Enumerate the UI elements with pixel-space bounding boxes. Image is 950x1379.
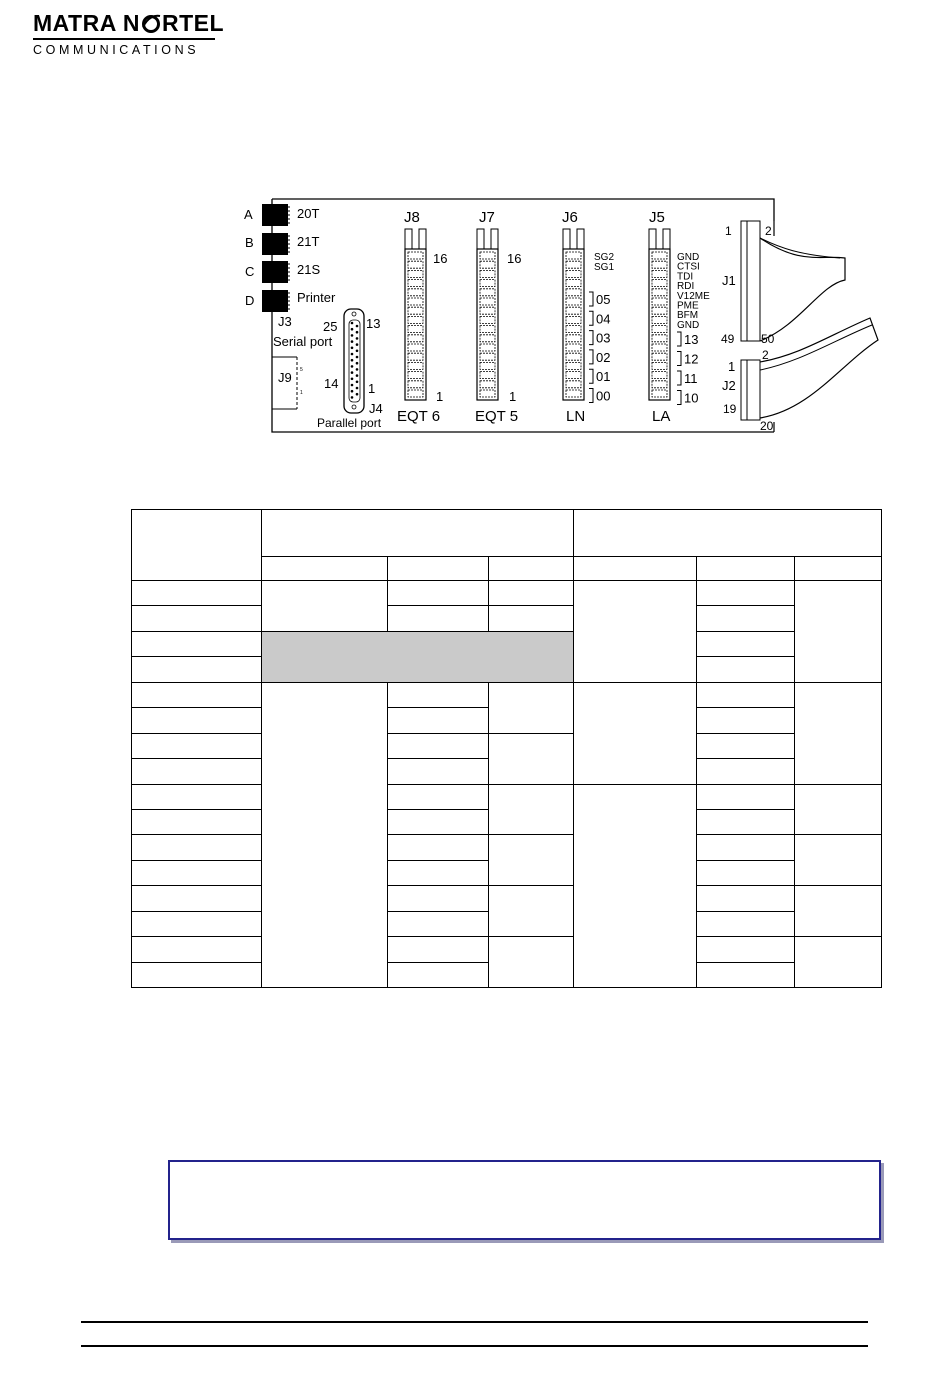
table-row — [132, 606, 882, 631]
table-row — [132, 784, 882, 809]
j5-signal-label: PME — [677, 300, 699, 312]
j5-signal-label: GND — [677, 252, 700, 263]
j1-pin-50: 50 — [761, 332, 775, 346]
j6-line-label: 03 — [596, 330, 611, 346]
db25-pin — [356, 350, 359, 353]
logo-brand-part2: RTEL — [161, 10, 225, 36]
j7-label: J7 — [479, 209, 495, 226]
j7-pin-16: 16 — [507, 251, 522, 266]
table-group-header-left — [262, 510, 574, 557]
j5-line-label: 12 — [684, 351, 699, 367]
port-a-name: 20T — [297, 206, 320, 221]
ln-label: LN — [566, 408, 586, 425]
j8-label: J8 — [404, 209, 420, 226]
db25-pin-1: 1 — [368, 381, 376, 396]
db25-pin — [356, 387, 359, 390]
db25-pin — [356, 356, 359, 359]
j6-pin-strip — [563, 229, 584, 400]
j5-signal-label: V12ME — [677, 290, 710, 302]
board-diagram — [0, 0, 950, 450]
db25-pin — [351, 365, 354, 368]
db25-pin — [356, 325, 359, 328]
db25-pin — [351, 340, 354, 343]
table-row — [132, 682, 882, 707]
j2-label: J2 — [722, 378, 736, 393]
table-subheader-cell — [489, 557, 574, 581]
j2-pin-2: 2 — [762, 348, 769, 362]
db25-pin-13: 13 — [366, 316, 381, 331]
db25-pin-25: 25 — [323, 319, 338, 334]
table-subheader-cell — [388, 557, 489, 581]
logo-brand-part1: MATRA N — [33, 10, 140, 36]
port-c-name: 21S — [297, 262, 321, 277]
db25-pin — [351, 371, 354, 374]
db25-pin-14: 14 — [324, 376, 339, 391]
serial-port-label: Serial port — [273, 334, 333, 349]
note-box — [168, 1160, 881, 1240]
j5-line-label: 13 — [684, 332, 699, 347]
j1-pin-49: 49 — [721, 332, 735, 346]
table-group-header-right — [574, 510, 882, 557]
connector-j6 — [562, 209, 614, 425]
db25-pin — [356, 381, 359, 384]
port-c-letter: C — [245, 264, 255, 279]
db25-pin — [351, 396, 354, 399]
db25-pin — [356, 393, 359, 396]
db25-pin — [356, 331, 359, 334]
j6-signal-sg1: SG1 — [594, 262, 615, 273]
j1-label: J1 — [722, 273, 736, 288]
db25-connector — [317, 309, 383, 430]
connector-j7 — [475, 209, 521, 425]
logo-subtitle: COMMUNICATIONS — [33, 43, 200, 57]
j6-line-label: 01 — [596, 369, 611, 385]
port-c — [245, 261, 320, 283]
j6-signal-sg2: SG2 — [594, 252, 615, 263]
j7-pin-1: 1 — [509, 389, 517, 404]
port-a — [244, 204, 319, 226]
j9-pin-top: 5 — [300, 367, 303, 373]
db25-pin — [351, 378, 354, 381]
table-header-cell — [132, 510, 262, 581]
table-row — [132, 835, 882, 860]
db25-pin — [356, 362, 359, 365]
j2-pin-19: 19 — [723, 402, 737, 416]
j6-label: J6 — [562, 209, 578, 226]
table-row — [132, 631, 882, 656]
j5-line-label: 10 — [684, 390, 699, 406]
table-row — [132, 581, 882, 606]
la-label: LA — [652, 408, 671, 425]
connector-j8 — [397, 209, 447, 425]
footer-rule-top — [81, 1321, 868, 1323]
j5-signal-label: GND — [677, 319, 700, 331]
connector-j5 — [649, 209, 710, 425]
j6-line-label: 00 — [596, 388, 611, 404]
eqt6-label: EQT 6 — [397, 408, 441, 425]
j8-pin-16: 16 — [433, 251, 448, 266]
j9-label: J9 — [278, 370, 292, 385]
j6-line-label: 05 — [596, 292, 611, 307]
table-row — [132, 733, 882, 758]
j4-label: J4 — [369, 401, 383, 416]
port-d-letter: D — [245, 293, 255, 308]
port-b-letter: B — [245, 235, 254, 250]
j6-line-label: 04 — [596, 311, 611, 327]
db25-pin — [351, 328, 354, 331]
db25-pin — [351, 334, 354, 337]
j8-pin-strip — [405, 229, 426, 400]
port-d — [245, 290, 336, 312]
db25-pin — [351, 347, 354, 350]
db25-pin — [356, 368, 359, 371]
table-subheader-cell — [795, 557, 882, 581]
table-row — [132, 886, 882, 911]
eqt5-label: EQT 5 — [475, 408, 519, 425]
db25-pin — [356, 374, 359, 377]
j5-signal-label: CTSI — [677, 261, 700, 273]
j1-pin-2: 2 — [765, 224, 772, 238]
port-b-name: 21T — [297, 234, 320, 249]
rj-ports — [244, 204, 336, 312]
shaded-cell — [262, 631, 574, 682]
j1-pin-1: 1 — [725, 224, 732, 238]
j2-pin-1: 1 — [728, 359, 736, 374]
wiring-table — [131, 509, 882, 988]
db25-pin — [351, 384, 354, 387]
j5-pin-strip — [649, 229, 670, 400]
table-row — [132, 937, 882, 962]
port-d-name: Printer — [297, 290, 336, 305]
port-a-letter: A — [244, 207, 253, 222]
j2-pin-20: 20 — [760, 419, 774, 433]
j3-label: J3 — [278, 314, 292, 329]
db25-pin — [356, 343, 359, 346]
j6-line-label: 02 — [596, 349, 611, 365]
j5-label: J5 — [649, 209, 665, 226]
j9-pin-bottom: 1 — [300, 390, 303, 396]
j8-pin-1: 1 — [436, 389, 444, 404]
parallel-port-label: Parallel port — [317, 416, 382, 430]
table-subheader-cell — [262, 557, 388, 581]
j5-line-label: 11 — [684, 371, 698, 386]
j5-signal-label: TDI — [677, 271, 694, 283]
j7-pin-strip — [477, 229, 498, 400]
db25-pin — [351, 353, 354, 356]
db25-pin — [351, 359, 354, 362]
footer-rule-bottom — [81, 1345, 868, 1347]
db25-pin — [356, 337, 359, 340]
j5-signal-label: RDI — [677, 281, 695, 293]
table-subheader-cell — [574, 557, 697, 581]
port-b — [245, 233, 319, 255]
connector-j1 — [721, 221, 845, 346]
db25-pin — [351, 390, 354, 393]
j9-header — [272, 357, 303, 409]
j5-signal-label: BFM — [677, 310, 699, 322]
table-subheader-cell — [697, 557, 795, 581]
db25-pin — [351, 322, 354, 325]
